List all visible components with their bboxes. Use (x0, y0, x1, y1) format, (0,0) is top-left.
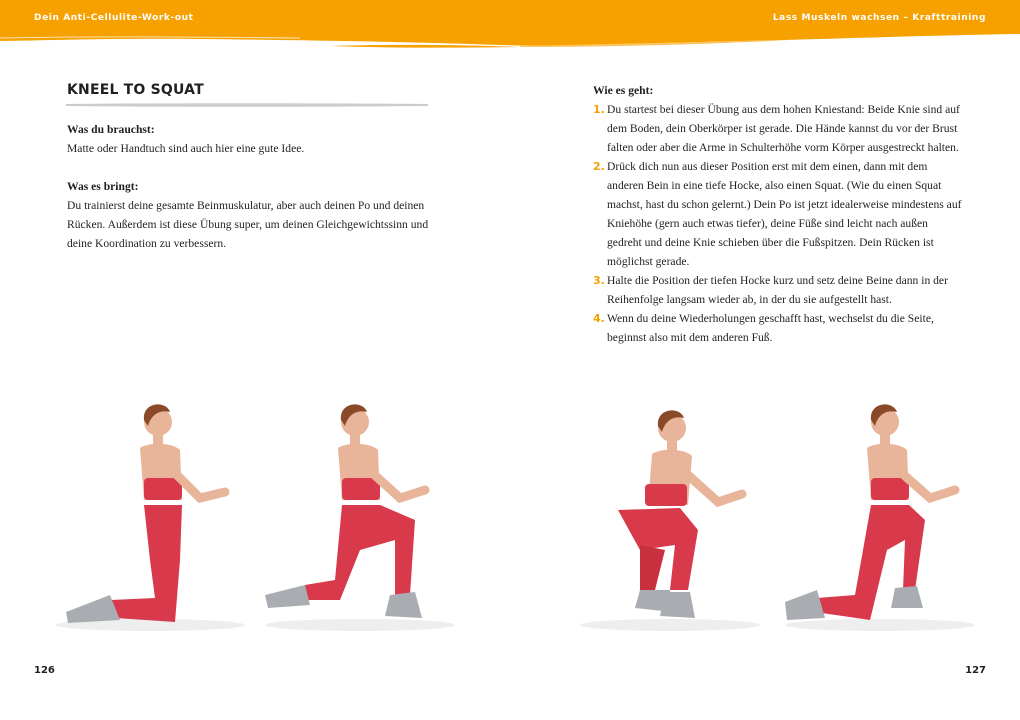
page-number-left: 126 (34, 665, 55, 676)
step-number: 2. (593, 160, 605, 173)
header-banner (0, 0, 1020, 50)
right-page-text (593, 81, 963, 347)
howto-heading: Wie es geht: (593, 84, 654, 97)
photo-deep-squat (570, 380, 770, 635)
step-text: Du startest bei dieser Übung aus dem hohen Kniestand: Beide Knie sind auf dem Boden, dein Oberkörper ist gerade. Die Hände kannst du vor der Brust falten oder aber die Arme in Schulterhöhe vorm Körper ausgestreckt halten. (607, 103, 960, 154)
step-item (593, 309, 963, 347)
step-text: Halte die Position der tiefen Hocke kurz und setz deine Beine dann in der Reihenfolge langsam wieder ab, in der du sie aufgestellt hast. (607, 274, 948, 306)
step-text: Drück dich nun aus dieser Position erst mit dem einen, dann mit dem anderen Bein in eine tiefe Hocke, also einen Squat. (Wie du einen Squat machst, hast du schon gelernt.) Dein Po ist jetzt idealerweise mindestens auf Kniehöhe (gern auch etwas tiefer), deine Füße sind leicht nach außen gedreht und deine Knie schieben über die Fußspitzen. Dein Rücken ist möglichst gerade. (607, 160, 962, 268)
step-text: Wenn du deine Wiederholungen geschafft hast, wechselst du die Seite, beginnst also mit dem anderen Fuß. (607, 312, 934, 344)
page-number-right: 127 (965, 665, 986, 676)
photo-one-knee-up (250, 380, 460, 635)
left-page-text (67, 120, 447, 253)
steps-list (593, 100, 963, 347)
step-item (593, 157, 963, 271)
step-number: 3. (593, 274, 605, 287)
photo-kneeling-start (40, 380, 250, 635)
needs-text: Matte oder Handtuch sind auch hier eine gute Idee. (67, 142, 305, 155)
running-title-right: Lass Muskeln wachsen – Krafttraining (772, 13, 986, 23)
step-number: 4. (593, 312, 605, 325)
photo-return-kneel (775, 380, 985, 635)
step-item (593, 100, 963, 157)
needs-heading: Was du brauchst: (67, 123, 155, 136)
title-underline-brush (66, 102, 428, 108)
running-title-left: Dein Anti-Cellulite-Work-out (34, 13, 194, 23)
benefits-heading: Was es bringt: (67, 180, 139, 193)
step-item (593, 271, 963, 309)
orange-brush-banner (0, 0, 1020, 50)
step-number: 1. (593, 103, 605, 116)
benefits-text: Du trainierst deine gesamte Beinmuskulatur, aber auch deinen Po und deinen Rücken. Außerdem ist diese Übung super, um deinen Gleichgewichtssinn und deine Koordination zu verbessern. (67, 199, 429, 250)
exercise-title: KNEEL TO SQUAT (67, 82, 204, 98)
